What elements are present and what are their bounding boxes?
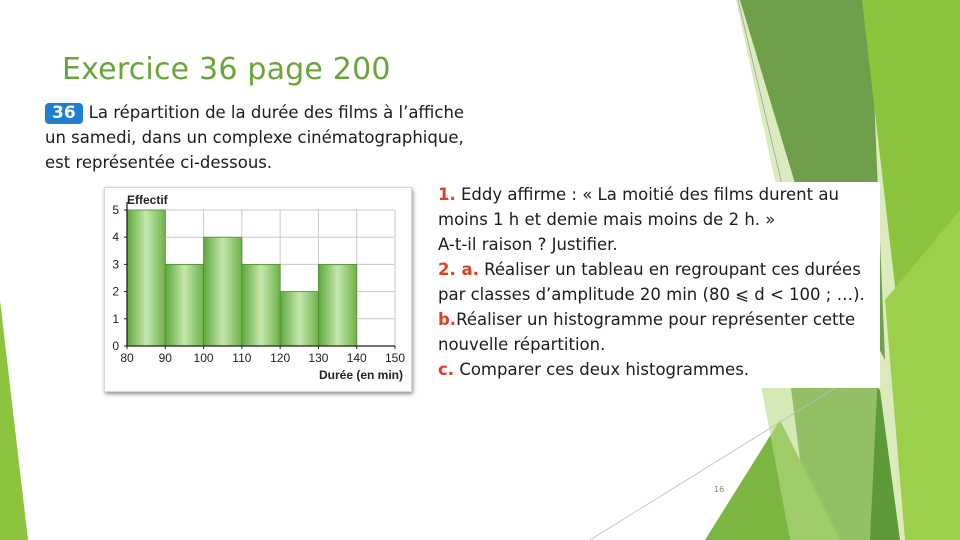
x-axis-label: Durée (en min) xyxy=(318,368,403,382)
y-axis-label: Effectif xyxy=(127,193,168,207)
y-tick-label: 2 xyxy=(112,284,119,299)
y-tick-label: 5 xyxy=(112,203,119,217)
x-tick-label: 130 xyxy=(308,351,329,365)
question-1-number: 1. xyxy=(438,185,456,204)
y-tick-label: 3 xyxy=(112,257,119,272)
question-1-text: Eddy affirme : « La moitié des films durent au moins 1 h et demie mais moins de 2 h. » xyxy=(438,185,839,229)
histogram-bar xyxy=(280,292,318,346)
x-tick-label: 120 xyxy=(270,351,291,365)
slide-title: Exercice 36 page 200 xyxy=(62,52,391,87)
slide-number: 16 xyxy=(714,485,725,494)
question-2b-number: b. xyxy=(438,310,457,329)
questions-panel xyxy=(438,182,880,388)
left-accent-shape xyxy=(0,300,28,540)
exercise-statement xyxy=(45,100,485,175)
histogram-card xyxy=(104,187,412,392)
histogram-bar xyxy=(127,210,165,346)
question-2c-number: c. xyxy=(438,360,455,379)
histogram-bar xyxy=(242,264,280,346)
y-tick-label: 4 xyxy=(112,230,119,245)
question-2b xyxy=(438,307,880,357)
question-1 xyxy=(438,182,880,232)
question-2c xyxy=(438,357,880,382)
x-tick-label: 80 xyxy=(120,351,134,365)
duration-histogram xyxy=(105,188,411,391)
question-2a-text: Réaliser un tableau en regroupant ces durées par classes d’amplitude 20 min (80 ⩽ d < 100 ; …). xyxy=(438,260,865,304)
question-2c-text: Comparer ces deux histogrammes. xyxy=(459,360,750,379)
exercise-badge: 36 xyxy=(45,103,83,124)
x-tick-label: 150 xyxy=(384,351,406,365)
y-tick-label: 1 xyxy=(112,311,119,326)
histogram-bar xyxy=(165,264,203,346)
exercise-intro-text: La répartition de la durée des films à l’affiche un samedi, dans un complexe cinématographique, est représentée ci-dessous. xyxy=(45,103,465,172)
x-tick-label: 110 xyxy=(232,351,252,365)
question-2b-text: Réaliser un histogramme pour représenter cette nouvelle répartition. xyxy=(438,310,856,354)
x-tick-label: 90 xyxy=(158,351,172,365)
x-tick-label: 140 xyxy=(346,351,367,365)
question-1-follow: A-t-il raison ? Justifier. xyxy=(438,235,618,254)
histogram-bar xyxy=(318,264,356,346)
histogram-bar xyxy=(204,237,242,346)
x-tick-label: 100 xyxy=(193,351,214,365)
question-2a-number: 2. a. xyxy=(438,260,479,279)
y-tick-label: 0 xyxy=(112,339,119,353)
question-2a xyxy=(438,257,880,307)
